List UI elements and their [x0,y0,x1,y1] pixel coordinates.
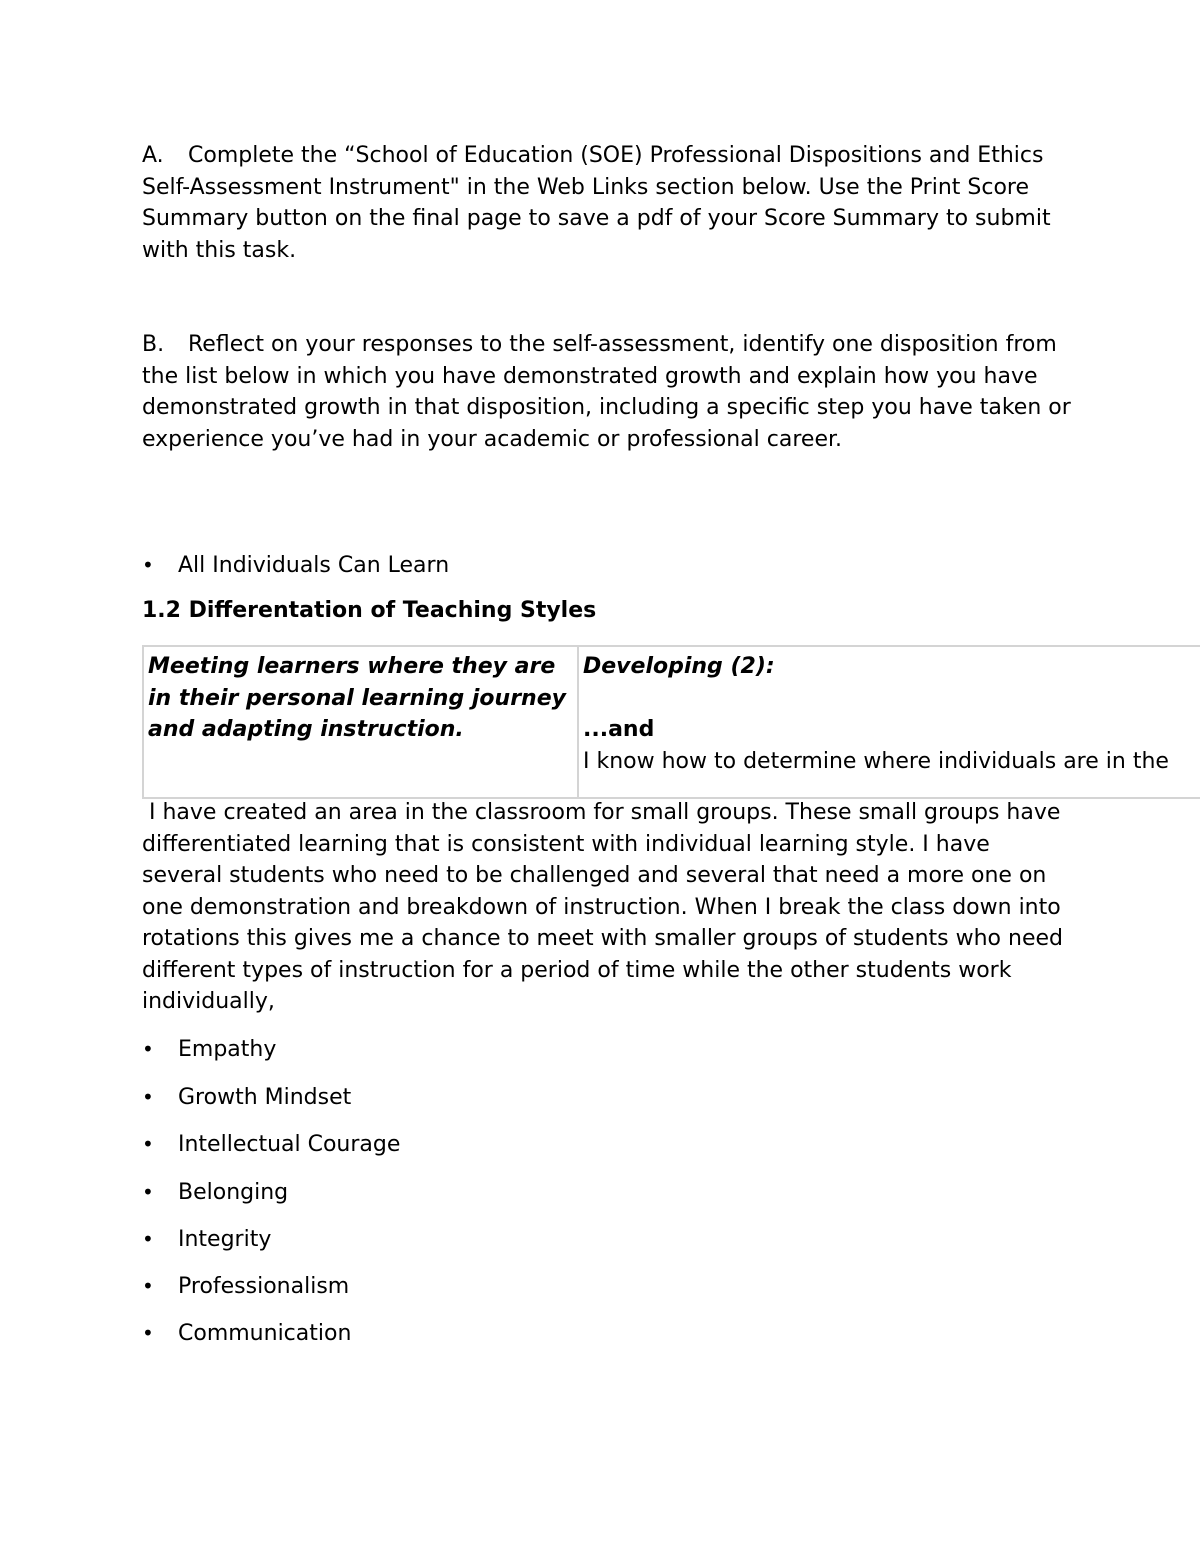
instruction-b [142,329,1072,455]
list-item-label: Empathy [178,1037,277,1062]
section-heading: 1.2 Differentation of Teaching Styles [142,598,597,623]
instruction-a-text: Complete the “School of Education (SOE) Professional Dispositions and Ethics Self-Assessment Instrument" in the Web Links section below. Use the Print Score Summary button on the final page to save a pdf of your Score Summary to submit with this task. [142,143,1051,263]
list-item-belonging [142,1178,288,1207]
list-item-all-individuals-can-learn [142,551,449,580]
list-item-label: Growth Mindset [178,1085,352,1110]
rubric-level-title: Developing (2): [583,654,775,679]
list-item-label: Professionalism [178,1274,350,1299]
rubric-blank-line [583,683,1200,715]
list-item-professionalism [142,1272,349,1301]
list-item-label: Intellectual Courage [178,1132,401,1157]
list-item-label: Integrity [178,1227,272,1252]
list-item-label: Communication [178,1321,352,1346]
rubric-and-text: ...and [583,717,655,742]
list-item-intellectual-courage [142,1130,400,1159]
rubric-descriptor-cell: Meeting learners where they are in their personal learning journey and adapting instruction. [148,654,566,742]
instruction-b-text: Reflect on your responses to the self-assessment, identify one disposition from the list below in which you have demonstrated growth and explain how you have demonstrated growth in that disposition, including a specific step you have taken or experience you’ve had in your academic or professional career. [142,332,1071,452]
list-item-empathy [142,1035,276,1064]
instruction-a [142,140,1072,266]
list-item-label: Belonging [178,1180,289,1205]
rubric-table [142,645,1200,799]
bullet-icon: • [142,1321,154,1345]
bullet-icon: • [142,1227,154,1251]
bullet-icon: • [142,1037,154,1061]
bullet-icon: • [142,1274,154,1298]
response-paragraph: I have created an area in the classroom for small groups. These small groups have differentiated learning that is consistent with individual learning style. I have several students who need to be challenged and several that need a more one on one demonstration and breakdown of instruction. When I break the class down into rotations this gives me a chance to meet with smaller groups of students who need different types of instruction for a period of time while the other students work individually, [142,800,1070,1014]
instruction-a-label: A. [142,143,164,168]
rubric-level-text: I know how to determine where individuals are in the [583,748,1169,774]
list-item-integrity [142,1225,271,1254]
bullet-icon: • [142,553,154,577]
bullet-icon: • [142,1180,154,1204]
list-item-label: All Individuals Can Learn [178,553,450,578]
list-item-growth-mindset [142,1083,351,1112]
instruction-b-label: B. [142,332,165,357]
bullet-icon: • [142,1132,154,1156]
list-item-communication [142,1319,351,1348]
bullet-icon: • [142,1085,154,1109]
rubric-level-cell [583,651,1200,777]
table-column-divider [577,647,579,797]
